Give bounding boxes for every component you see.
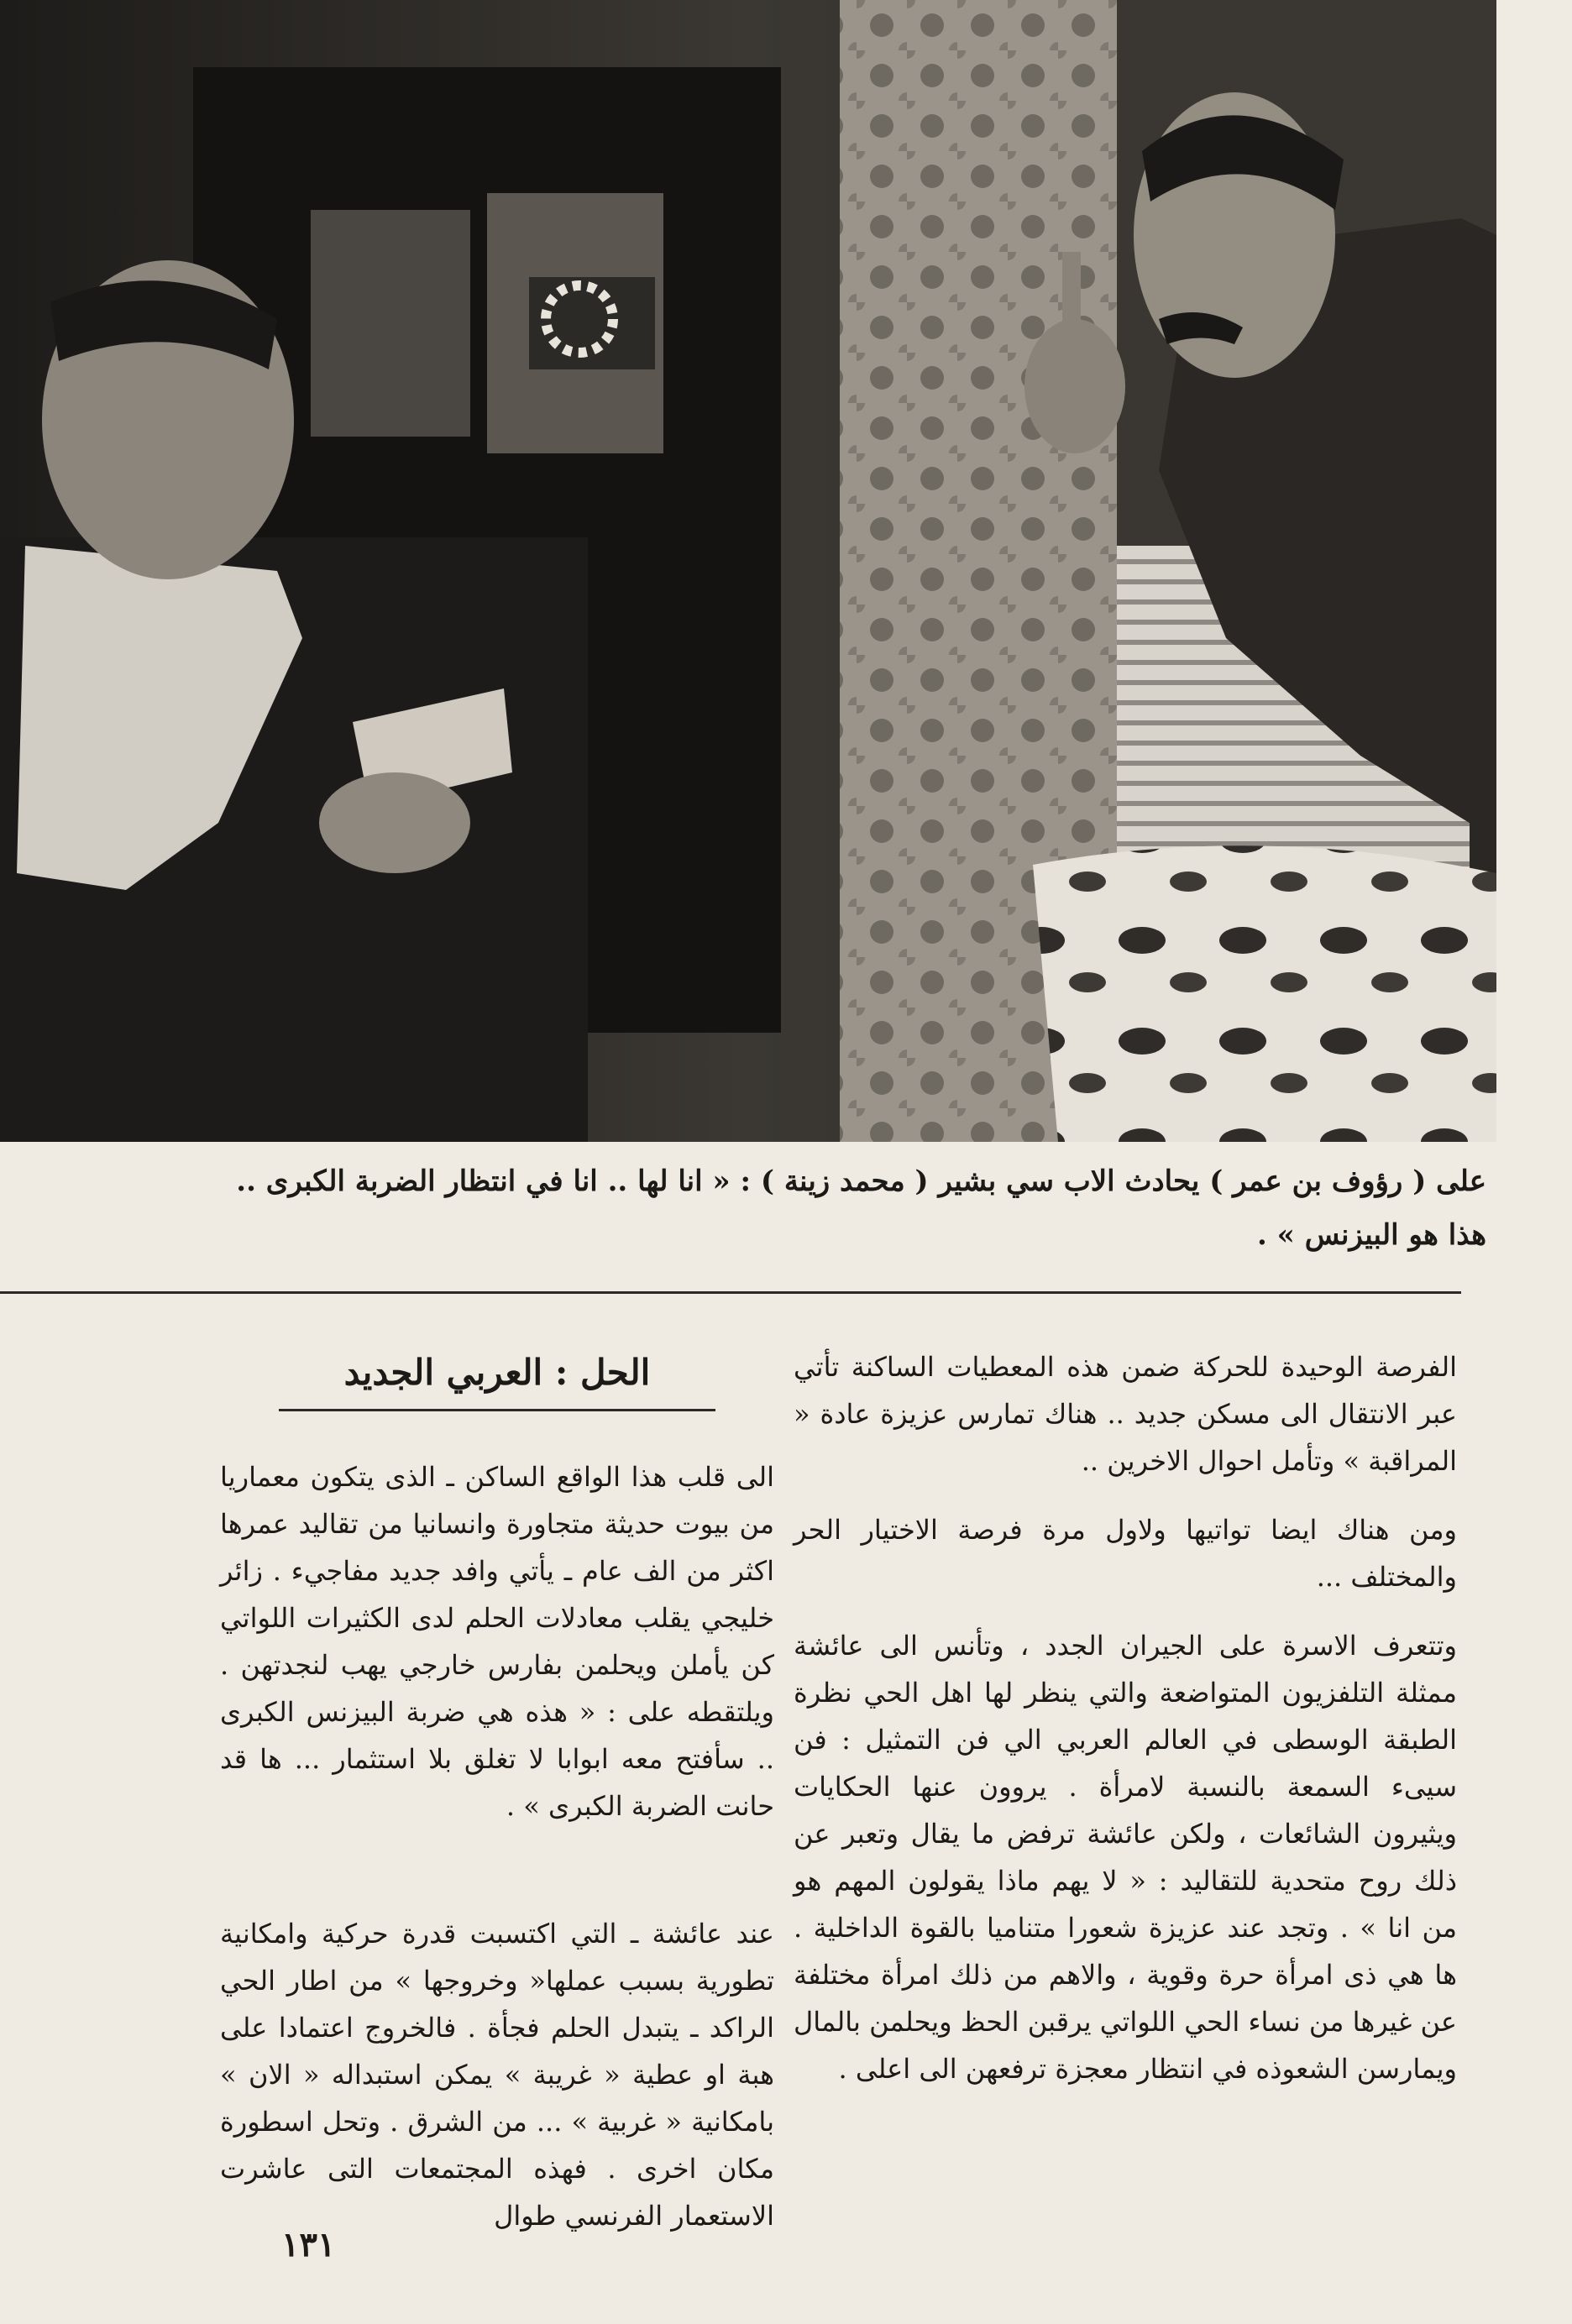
left-column — [220, 1343, 774, 2261]
heading-underline — [279, 1409, 715, 1411]
section-divider — [0, 1291, 1461, 1294]
paragraph: عند عائشة ـ التي اكتسبت قدرة حركية وامكانية تطورية بسبب عملها« وخروجها » من اطار الحي الراكد ـ يتبدل الحلم فجأة . فالخروج اعتمادا على هبة او عطية « غريبة » يمكن استبداله « الان » بامكانية « غربية » ... من الشرق . وتحل اسطورة مكان اخرى . فهذه المجتمعات التى عاشرت الاستعمار الفرنسي طوال — [220, 1918, 774, 2232]
paragraph-gap — [220, 1851, 774, 1910]
paragraph: وتتعرف الاسرة على الجيران الجدد ، وتأنس الى عائشة ممثلة التلفزيون المتواضعة والتي ينظر لها اهل الحي نظرة الطبقة الوسطى في العالم العربي الي فن التمثيل : فن سيىء السمعة بالنسبة لامرأة . يروون عنها الحكايات ويثيرون الشائعات ، ولكن عائشة ترفض ما يقال وتعبر عن ذلك روح متحدية للتقاليد : « لا يهم ماذا يقولون المهم هو من انا » . وتجد عند عزيزة شعورا متناميا بالقوة الداخلية . ها هي ذى امرأة حرة وقوية ، والاهم من ذلك امرأة مختلفة عن غيرها من نساء الحي اللواتي يرقبن الحظ ويحلمن بالمال ويمارسن الشعوذه في انتظار معجزة ترفعهن الى اعلى . — [794, 1630, 1458, 2085]
paragraph: الى قلب هذا الواقع الساكن ـ الذى يتكون معماريا من بيوت حديثة متجاورة وانسانيا من تقاليد عمرها اكثر من الف عام ـ يأتي وافد جديد مفاجيء . زائر خليجي يقلب معادلات الحلم لدى الكثيرات اللواتي كن يأملن ويحلمن بفارس خارجي يهب لنجدتهن . ويلتقطه على : « هذه هي ضربة البيزنس الكبرى .. سأفتح معه ابوابا لا تغلق بلا استثمار ... ها قد حانت الضربة الكبرى » . — [220, 1461, 775, 1822]
paragraph: الفرصة الوحيدة للحركة ضمن هذه المعطيات الساكنة تأتي عبر الانتقال الى مسكن جديد .. هناك تمارس عزيزة عادة « المراقبة » وتأمل احوال الاخرين .. — [794, 1351, 1457, 1477]
article-photo — [0, 0, 1496, 1142]
right-column — [794, 1343, 1457, 2114]
photo-scene-icon — [0, 0, 1496, 1142]
paragraph: ومن هناك ايضا تواتيها ولاول مرة فرصة الاختيار الحر والمختلف ... — [794, 1514, 1457, 1593]
page-number: ١٣١ — [281, 2225, 336, 2264]
photo-caption: على ( رؤوف بن عمر ) يحادث الاب سي بشير ( محمد زينة ) : « انا لها .. انا في انتظار الضربة الكبرى .. هذا هو البيزنس » . — [236, 1165, 1486, 1252]
section-heading: الحل : العربي الجديد — [343, 1352, 651, 1393]
